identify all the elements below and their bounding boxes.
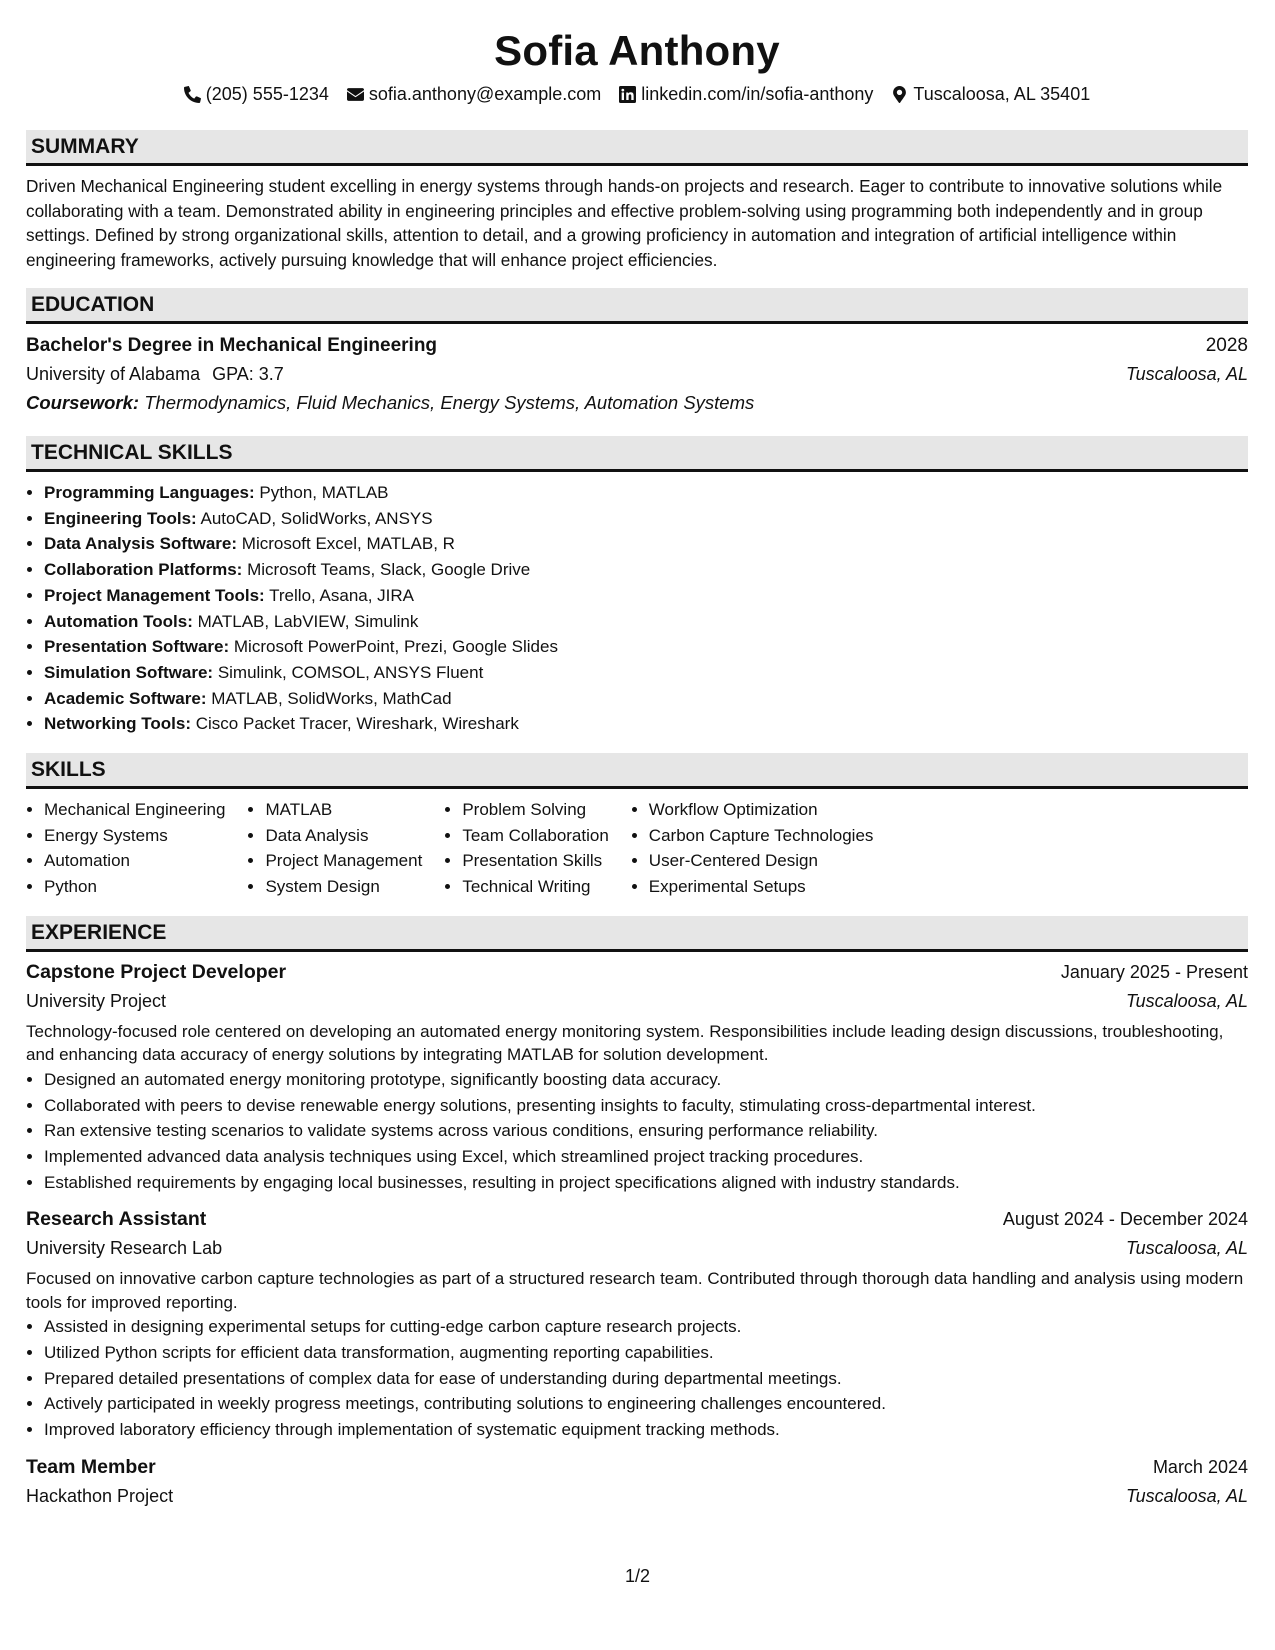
list-item: • Project Management <box>265 848 422 874</box>
list-item: • Ran extensive testing scenarios to validate systems across various conditions, ensuring performance reliability. <box>44 1118 1248 1144</box>
skills-column-1 <box>26 797 225 900</box>
list-item <box>44 660 1248 686</box>
skill-value: Cisco Packet Tracer, Wireshark, Wireshark <box>195 714 519 734</box>
job-title-row <box>26 1205 1248 1233</box>
skill-value: Python, MATLAB <box>259 483 389 502</box>
list-item <box>44 506 1248 532</box>
education-header <box>26 288 1248 324</box>
job-title: Capstone Project Developer <box>26 960 287 983</box>
technical-skills-header <box>26 436 1248 472</box>
skill-label: Project Management Tools: <box>44 585 265 605</box>
section-title: SUMMARY <box>31 135 139 158</box>
contact-location <box>891 82 1090 106</box>
summary-section <box>26 130 1248 272</box>
degree: Bachelor's Degree in Mechanical Engineering <box>26 335 438 356</box>
list-item: • System Design <box>265 874 422 900</box>
list-item: • MATLAB <box>265 797 422 823</box>
list-item <box>44 557 1248 583</box>
section-title: SKILLS <box>31 758 106 782</box>
candidate-name: Sofia Anthony <box>494 27 780 74</box>
list-item: • Experimental Setups <box>649 874 874 900</box>
technical-skills-list <box>26 480 1248 737</box>
page-number: 1/2 <box>624 1566 651 1586</box>
job-date: March 2024 <box>1152 1456 1248 1477</box>
job-date: January 2025 - Present <box>1060 961 1248 982</box>
skill-label: Automation Tools: <box>44 611 193 631</box>
skill-label: Engineering Tools: <box>44 508 197 528</box>
job-entry-2 <box>26 1205 1248 1443</box>
skills-section <box>26 753 1248 900</box>
list-item: • Carbon Capture Technologies <box>649 823 874 849</box>
job-org-row <box>26 986 1248 1016</box>
skill-value: Trello, Asana, JIRA <box>269 585 415 605</box>
skill-value: Microsoft PowerPoint, Prezi, Google Slides <box>233 637 558 657</box>
school-name: University of Alabama <box>26 364 201 384</box>
school-location: Tuscaloosa, AL <box>1125 364 1248 384</box>
skill-value: MATLAB, SolidWorks, MathCad <box>211 688 452 708</box>
list-item: • Automation <box>44 848 225 874</box>
job-description: Focused on innovative carbon capture technologies as part of a structured research team. Contributed through thorough data handling and analysis using modern tools for improved reporting. <box>26 1269 1244 1312</box>
job-entry-3 <box>26 1453 1248 1511</box>
job-entry-1 <box>26 958 1248 1196</box>
list-item <box>44 583 1248 609</box>
education-degree-row <box>26 332 1248 360</box>
linkedin-icon <box>619 86 636 103</box>
section-title: EXPERIENCE <box>31 920 167 944</box>
job-org-row <box>26 1481 1248 1511</box>
skill-value: AutoCAD, SolidWorks, ANSYS <box>200 508 433 528</box>
map-pin-icon <box>891 86 908 103</box>
skill-value: MATLAB, LabVIEW, Simulink <box>197 611 419 631</box>
list-item <box>44 686 1248 712</box>
section-title: TECHNICAL SKILLS <box>31 441 233 464</box>
list-item: • Implemented advanced data analysis techniques using Excel, which streamlined project tracking procedures. <box>44 1144 1248 1170</box>
education-section <box>26 288 1248 418</box>
contact-location-text: Tuscaloosa, AL 35401 <box>913 84 1091 104</box>
skill-value: Simulink, COMSOL, ANSYS Fluent <box>217 662 484 682</box>
job-title: Research Assistant <box>26 1208 207 1231</box>
graduation-year: 2028 <box>1205 335 1248 356</box>
job-org-row <box>26 1233 1248 1263</box>
contact-linkedin-text: linkedin.com/in/sofia-anthony <box>641 84 874 104</box>
list-item: • Designed an automated energy monitoring prototype, significantly boosting data accuracy. <box>44 1067 1248 1093</box>
skills-column-4 <box>631 797 874 900</box>
list-item: • Established requirements by engaging local businesses, resulting in project specifications aligned with industry standards. <box>44 1170 1248 1196</box>
skill-value: Microsoft Excel, MATLAB, R <box>241 534 455 554</box>
list-item: • Presentation Skills <box>462 848 608 874</box>
skills-grid <box>26 797 1248 900</box>
list-item: • Workflow Optimization <box>649 797 874 823</box>
job-description: Technology-focused role centered on developing an automated energy monitoring system. Responsibilities include leading design discussions, troubleshooting, and enhancing data accuracy of energy solutions by integrating MATLAB for solution development. <box>26 1021 1224 1065</box>
contact-phone <box>184 82 329 106</box>
experience-header <box>26 916 1248 952</box>
job-title-row <box>26 958 1248 986</box>
envelope-icon <box>347 86 364 103</box>
list-item: • Mechanical Engineering <box>44 797 225 823</box>
list-item <box>44 531 1248 557</box>
list-item: • Prepared detailed presentations of complex data for ease of understanding during departmental meetings. <box>44 1366 1248 1392</box>
skill-label: Networking Tools: <box>44 714 192 734</box>
job-org: Hackathon Project <box>26 1485 174 1506</box>
list-item <box>44 609 1248 635</box>
list-item: • Technical Writing <box>462 874 608 900</box>
job-location: Tuscaloosa, AL <box>1125 1238 1248 1259</box>
phone-icon <box>184 86 201 103</box>
job-org: University Project <box>26 990 167 1011</box>
job-location: Tuscaloosa, AL <box>1125 1485 1248 1506</box>
section-title: EDUCATION <box>31 293 155 316</box>
contact-linkedin[interactable] <box>619 82 873 106</box>
list-item: • Improved laboratory efficiency through implementation of systematic equipment tracking methods. <box>44 1417 1248 1443</box>
list-item: • Team Collaboration <box>462 823 608 849</box>
contact-email[interactable] <box>347 82 601 106</box>
list-item: • Python <box>44 874 225 900</box>
skill-label: Academic Software: <box>44 688 207 708</box>
list-item: • Actively participated in weekly progress meetings, contributing solutions to engineering challenges encountered. <box>44 1391 1248 1417</box>
summary-header <box>26 130 1248 166</box>
skills-column-3 <box>444 797 608 900</box>
education-school-row <box>26 360 1248 388</box>
skill-label: Presentation Software: <box>44 637 230 657</box>
job-location: Tuscaloosa, AL <box>1125 990 1248 1011</box>
coursework-label: Coursework: <box>26 392 140 413</box>
technical-skills-section <box>26 436 1248 737</box>
coursework <box>26 388 1248 418</box>
contact-phone-text: (205) 555-1234 <box>205 84 329 104</box>
list-item: • Problem Solving <box>462 797 608 823</box>
contact-email-text: sofia.anthony@example.com <box>368 84 602 104</box>
skill-label: Simulation Software: <box>44 662 214 682</box>
skill-label: Programming Languages: <box>44 483 255 502</box>
skill-value: Microsoft Teams, Slack, Google Drive <box>247 560 531 580</box>
skill-label: Collaboration Platforms: <box>44 560 243 580</box>
list-item: • User-Centered Design <box>649 848 874 874</box>
experience-section <box>26 916 1248 1511</box>
list-item <box>44 634 1248 660</box>
gpa: GPA: 3.7 <box>212 364 284 384</box>
summary-text: Driven Mechanical Engineering student excelling in energy systems through hands-on projects and research. Eager to contribute to innovative solutions while collaborating with a team. Demonstrated ability in engineering principles and effective problem-solving using programming both independently and in group settings. Defined by strong organizational skills, attention to detail, and a growing proficiency in automation and integration of artificial intelligence within engineering frameworks, actively pursuing knowledge that will enhance project efficiencies. <box>26 176 1223 270</box>
coursework-list: Thermodynamics, Fluid Mechanics, Energy Systems, Automation Systems <box>144 392 755 413</box>
job-date: August 2024 - December 2024 <box>1002 1209 1248 1230</box>
list-item: • Energy Systems <box>44 823 225 849</box>
contact-bar <box>26 82 1248 106</box>
list-item: • Assisted in designing experimental setups for cutting-edge carbon capture research projects. <box>44 1314 1248 1340</box>
list-item <box>44 480 1248 506</box>
list-item <box>44 711 1248 737</box>
list-item: • Data Analysis <box>265 823 422 849</box>
job-title: Team Member <box>26 1455 156 1478</box>
resume-page <box>26 20 1248 1511</box>
job-bullets <box>26 1314 1248 1443</box>
list-item: • Collaborated with peers to devise renewable energy solutions, presenting insights to faculty, stimulating cross-departmental interest. <box>44 1093 1248 1119</box>
job-org: University Research Lab <box>26 1238 223 1259</box>
skills-column-2 <box>247 797 422 900</box>
job-bullets <box>26 1067 1248 1196</box>
list-item: • Utilized Python scripts for efficient data transformation, augmenting reporting capabilities. <box>44 1340 1248 1366</box>
skills-header <box>26 753 1248 789</box>
job-title-row <box>26 1453 1248 1481</box>
skill-label: Data Analysis Software: <box>44 534 238 554</box>
